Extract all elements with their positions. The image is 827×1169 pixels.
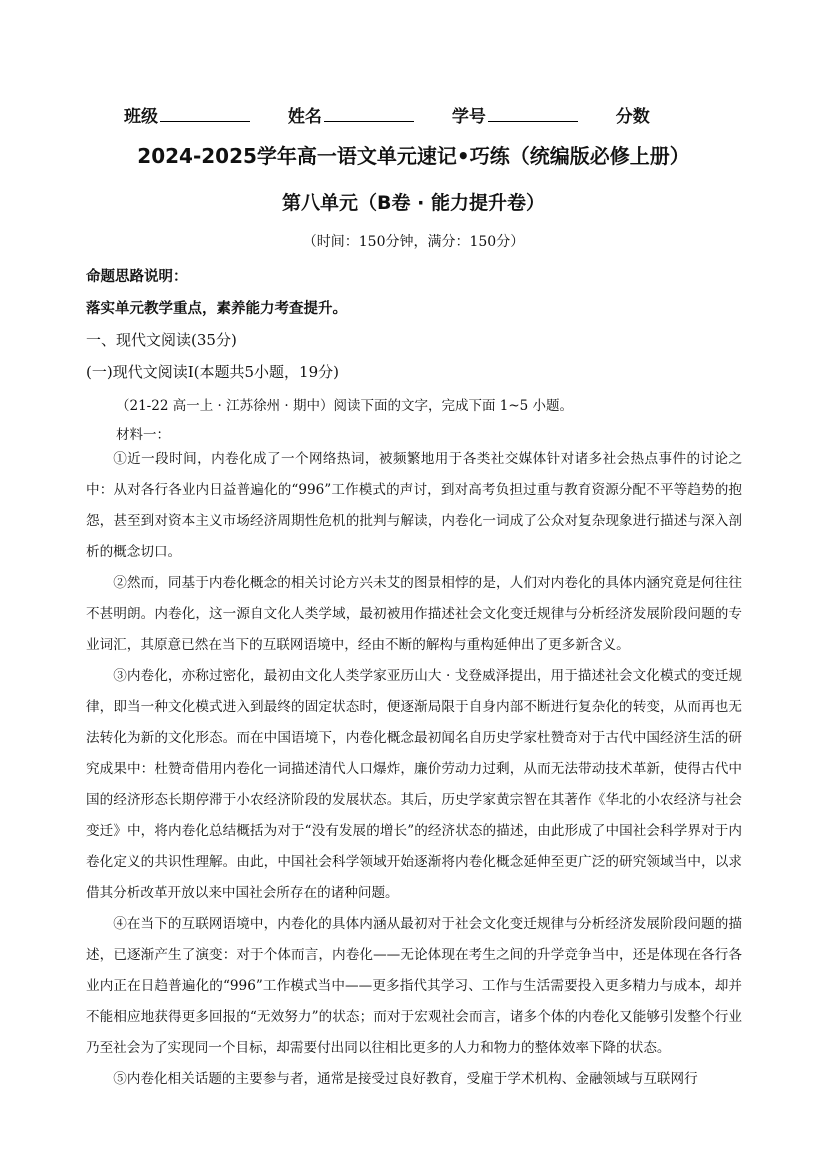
section-heading: 一、现代文阅读(35分) (86, 331, 237, 349)
id-field (452, 102, 578, 127)
document-title: 2024-2025学年高一语文单元速记•巧练（统编版必修上册） (137, 144, 690, 168)
class-blank[interactable] (160, 104, 250, 122)
score-field (616, 102, 650, 127)
name-field (288, 102, 414, 127)
passage-body (86, 444, 742, 1095)
class-field (124, 102, 250, 127)
id-label: 学号 (451, 107, 486, 127)
class-label: 班级 (124, 107, 158, 127)
time-info: （时间：150分钟，满分：150分） (302, 234, 525, 250)
score-label: 分数 (615, 107, 650, 127)
id-blank[interactable] (488, 104, 578, 122)
student-info-row (124, 102, 682, 127)
material-label: 材料一： (116, 427, 170, 443)
paragraph-2: ②然而，同基于内卷化概念的相关讨论方兴未艾的图景相悖的是，人们对内卷化的具体内涵究竟是何往往不甚明朗。内卷化，这一源自文化人类学域，最初被用作描述社会文化变迁规律与分析经济发展阶段问题的专业词汇，其原意已然在当下的互联网语境中，经由不断的解构与重构延伸出了更多新含义。 (86, 575, 742, 653)
intro-heading: 命题思路说明： (86, 269, 188, 285)
source-line: （21-22 高一上 · 江苏徐州 · 期中）阅读下面的文字，完成下面 1~5 小题。 (116, 398, 574, 414)
paragraph-4: ④在当下的互联网语境中，内卷化的具体内涵从最初对于社会文化变迁规律与分析经济发展阶段问题的描述，已逐渐产生了演变：对于个体而言，内卷化——无论体现在考生之间的升学竞争当中，还是体现在各行各业内正在日趋普遍化的“996”工作模式当中——更多指代其学习、工作与生活需要投入更多精力与成本，却并不能相应地获得更多回报的“无效努力”的状态；而对于宏观社会而言，诸多个体的内卷化又能够引发整个行业乃至社会为了实现同一个目标，却需要付出同以往相比更多的人力和物力的整体效率下降的状态。 (86, 916, 742, 1056)
paragraph-1: ①近一段时间，内卷化成了一个网络热词，被频繁地用于各类社交媒体针对诸多社会热点事件的讨论之中：从对各行各业内日益普遍化的“996”工作模式的声讨，到对高考负担过重与教育资源分配不平等趋势的抱怨，甚至到对资本主义市场经济周期性危机的批判与解读，内卷化一词成了公众对复杂现象进行描述与深入剖析的概念切口。 (86, 451, 742, 560)
paragraph-5: ⑤内卷化相关话题的主要参与者，通常是接受过良好教育，受雇于学术机构、金融领域与互联网行 (113, 1071, 698, 1087)
subsection-heading: (一)现代文阅读Ⅰ(本题共5小题，19分) (86, 363, 339, 381)
name-blank[interactable] (324, 104, 414, 122)
paragraph-3: ③内卷化，亦称过密化，最初由文化人类学家亚历山大 · 戈登威泽提出，用于描述社会文化模式的变迁规律，即当一种文化模式进入到最终的固定状态时，便逐渐局限于自身内部不断进行复杂化的转变，从而再也无法转化为新的文化形态。而在中国语境下，内卷化概念最初闻名自历史学家杜赞奇对于古代中国经济生活的研究成果中：杜赞奇借用内卷化一词描述清代人口爆炸，廉价劳动力过剩，从而无法带动技术革新，使得古代中国的经济形态长期停滞于小农经济阶段的发展状态。其后，历史学家黄宗智在其著作《华北的小农经济与社会变迁》中，将内卷化总结概括为对于“没有发展的增长”的经济状态的描述，由此形成了中国社会科学界对于内卷化定义的共识性理解。由此，中国社会科学领域开始逐渐将内卷化概念延伸至更广泛的研究领域当中，以求借其分析改革开放以来中国社会所存在的诸种问题。 (86, 668, 742, 901)
document-subtitle: 第八单元（B卷 · 能力提升卷） (282, 192, 545, 214)
name-label: 姓名 (287, 107, 322, 127)
intro-text: 落实单元教学重点，素养能力考查提升。 (86, 301, 347, 317)
